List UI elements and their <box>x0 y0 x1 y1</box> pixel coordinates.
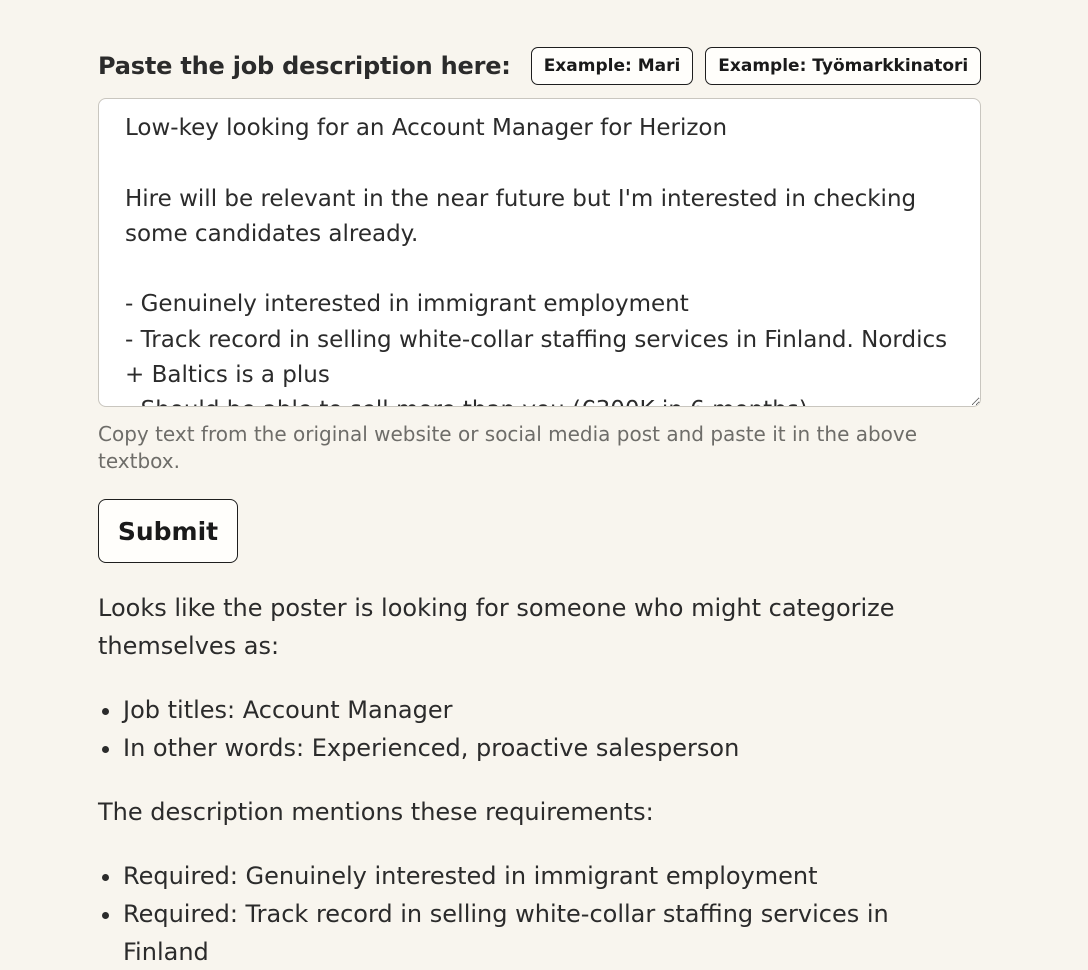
results-section <box>98 589 982 970</box>
category-item: • Job titles: Account Manager <box>123 691 982 729</box>
job-description-textarea[interactable] <box>98 98 981 407</box>
paste-hint: Copy text from the original website or social media post and paste it in the above textbox. <box>98 422 918 473</box>
category-item: • In other words: Experienced, proactive salesperson <box>123 729 982 767</box>
requirements-list <box>98 857 982 970</box>
category-list <box>98 691 982 767</box>
example-tyomarkkinatori-button[interactable]: Example: Työmarkkinatori <box>705 47 981 85</box>
results-intro: Looks like the poster is looking for someone who might categorize themselves as: <box>98 594 895 660</box>
requirement-item: • Required: Track record in selling white-collar staffing services in Finland <box>123 895 982 970</box>
requirement-item: • Required: Genuinely interested in immigrant employment <box>123 857 982 895</box>
example-mari-button[interactable]: Example: Mari <box>531 47 694 85</box>
prompt-header <box>98 46 993 86</box>
job-description-container <box>98 98 981 407</box>
submit-button[interactable]: Submit <box>98 499 238 563</box>
requirements-intro: The description mentions these requirements: <box>98 798 654 826</box>
prompt-label: Paste the job description here: <box>98 52 511 80</box>
